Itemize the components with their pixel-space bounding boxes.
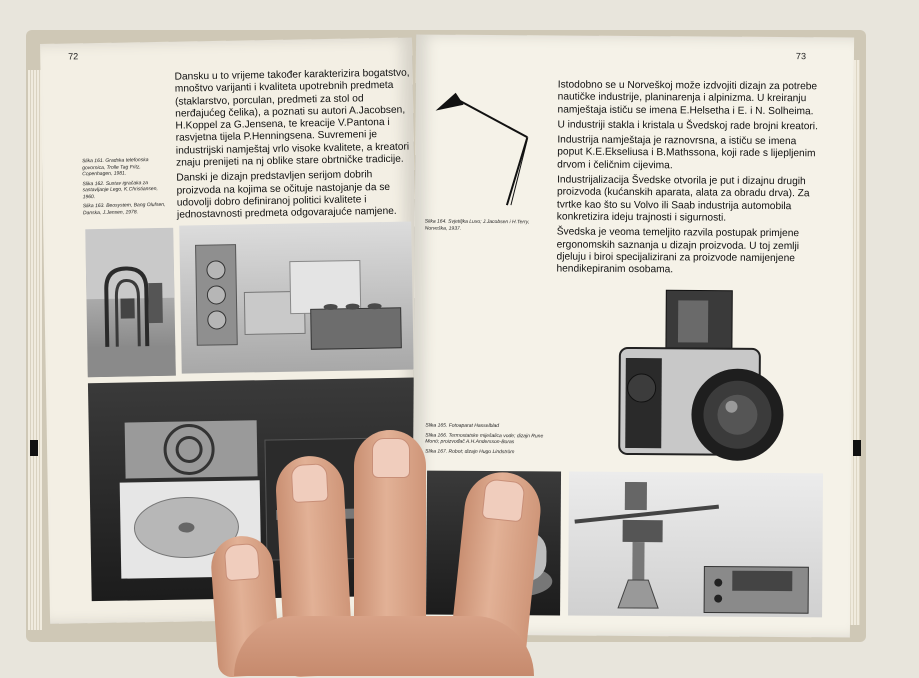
palm [234,616,534,676]
hand [214,420,574,659]
telephone-booth-image [85,228,176,378]
right-paragraph-5: Švedska je veoma temeljito razvila postupak primjene ergonomskih saznanja u dizajn proizvoda. U toj zemlji djeluju i biroi specijalizirani za proizvode namijenjene hendikepiranim osobama. [556,226,800,276]
caption-164: Slika 164. Svjetiljka Luxo; J.Jacobsen i H.Terry, Norveška, 1937. [424,218,530,232]
page-number-right: 73 [795,51,807,62]
fingernail [482,478,526,522]
left-captions [82,157,169,219]
right-body-text [556,79,821,280]
index-tab-left [30,440,38,456]
caption-162: Slika 162. Sustav igračaka za sastavljanje Lego, K.Christiansen, 1960. [82,179,158,200]
caption-165: Slika 165. Fotoaparat Hasselblad [425,422,500,430]
right-paragraph-3: Industrija namještaja je raznovrsna, a ističu se imena poput K.E.Ekseliusa i B.Mathssona, koji rade s lijepljenim drvom i čeličnim cijevima. [557,134,816,172]
left-paragraph-2: Danski je dizajn predstavljen serijom dobrih proizvoda na kojima se očituje nastojanje da se udovolji dobro definiranoj politici kvalitete i jednostavnosti predmeta odgovarajuće namjene. [176,169,397,221]
fingernail [372,438,410,478]
right-paragraph-2: U industriji stakla i kristala u Švedskoj rade brojni kreatori. [557,119,818,133]
right-paragraph-1: Istodobno se u Norveškoj može izdvojiti dizajn za potrebe nautičke industrije, planinarenja i alpinizma. U kreiranju namještaja ističu se imena E.Helsetha i E. i N. Solheima. [557,79,818,117]
photo-lego-bricks [179,222,414,374]
page-number-left: 72 [68,51,79,62]
page-edges-left [28,70,42,630]
fingernail [224,543,260,581]
lego-image [179,222,414,374]
photo-hasselblad-camera [607,288,798,469]
photo-robot [568,472,823,618]
index-tab-right [853,440,861,456]
caption-167: Slika 167. Robot; dizajn Hugo Lindström [425,448,515,455]
camera-image [607,288,798,469]
left-paragraph-1: Dansku u to vrijeme također karakterizira bogatstvo, mnoštvo varijanti i kvaliteta upotrebnih predmeta (staklarstvo, porculan, predmeti za stol od nerđajućeg čelika), a poznati su autori A.Jacobsen, H.Koppel za G.Jensena, te kreacije V.Pantona i rasvjetna tijela P.Henningsena. Suvremeni je industrijski namještaj vrlo visoke kvalitete, a kreatori znaju prenijeti na nj oblike stare obrtničke tradicije. [174,67,410,169]
right-paragraph-4: Industrijalizacija Švedske otvorila je put i dizajnu drugih proizvoda (kućanskih aparata, alata za obradu drva). Za tvrtke kao što su Volvo ili Saab industrija automobila konkretizira ideju trajnosti i sigurnosti. [556,174,810,224]
photo-telephone-booth [85,228,176,378]
robot-image [568,472,823,618]
left-body-text [175,68,414,226]
caption-166: Slika 166. Termostatske miješalica vode; dizajn Rune Monö; proizvođač A.H.Andersson-Boras [425,432,544,446]
caption-163: Slika 163. Beosystem, Bang Olufsen, Danska, J.Jensen, 1978. [82,201,166,216]
caption-161: Slika 161. Gradska telefonska govornica, Trolle Tag Fritz, Copenhagen, 1981. [82,157,149,178]
fingernail [291,463,329,503]
lamp-illustration [429,87,550,218]
